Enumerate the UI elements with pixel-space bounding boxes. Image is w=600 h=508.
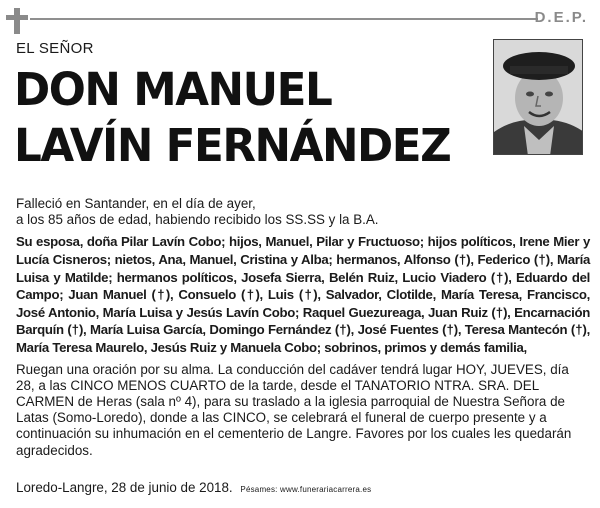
portrait-photo [493,39,583,155]
funeral-details: Ruegan una oración por su alma. La conducción del cadáver tendrá lugar HOY, JUEVES, día 28, a las CINCO MENOS CUARTO de la tarde, desde el TANATORIO NTRA. SRA. DEL CARMEN de Heras (sala nº 4), para su traslado a la iglesia parroquial de Nuestra Señora de Latas (Somo-Loredo), donde a las CINCO, se celebrará el funeral de cuerpo presente y a continuación su inhumación en el cementerio de Langre. Favores por los cuales les quedarán agradecidos. [16,361,572,458]
death-notice [16,196,590,228]
dep-label: D.E.P. [534,9,588,26]
family-list: Su esposa, doña Pilar Lavín Cobo; hijos, Manuel, Pilar y Fructuoso; hijos políticos, Irene Mier y Lucía Cisneros; nietos, Ana, Manuel, Cristina y Alba; hermanos, Alfonso (†), Federico (†), María Luisa y Matilde; hermanos políticos, Josefa Sierra, Belén Ruiz, Lucio Viadero (†), Eduardo del Campo; Juan Manuel (†), Consuelo (†), Luis (†), Salvador, Clotilde, María Teresa, Francisco, José Antonio, María Luisa y Jesús Lavín Cobo; Raquel Guezureaga, Juan Ruiz (†), Encarnación Barquín (†), María Luisa García, Domingo Fernández (†), José Fuentes (†), Teresa Mantecón (†), María Teresa Maurelo, Jesús Ruiz y Manuela Cobo; sobrinos, primos y demás familia, [16,234,590,355]
portrait-illustration [494,40,583,155]
obituary-body [16,196,590,459]
name-line-2: LAVÍN FERNÁNDEZ [14,119,451,172]
cross-icon [6,8,28,34]
death-notice-line-1: Falleció en Santander, en el día de ayer, [16,196,256,211]
footer [16,480,371,495]
name-line-1: DON MANUEL [14,63,332,116]
death-notice-line-2: a los 85 años de edad, habiendo recibido los SS.SS y la B.A. [16,212,379,228]
intro-text: EL SEÑOR [16,40,94,57]
deceased-name [14,62,470,174]
header-rule [30,18,538,20]
place-date: Loredo-Langre, 28 de junio de 2018. [16,480,233,495]
condolences-link[interactable]: Pésames: www.funerariacarrera.es [240,485,372,494]
